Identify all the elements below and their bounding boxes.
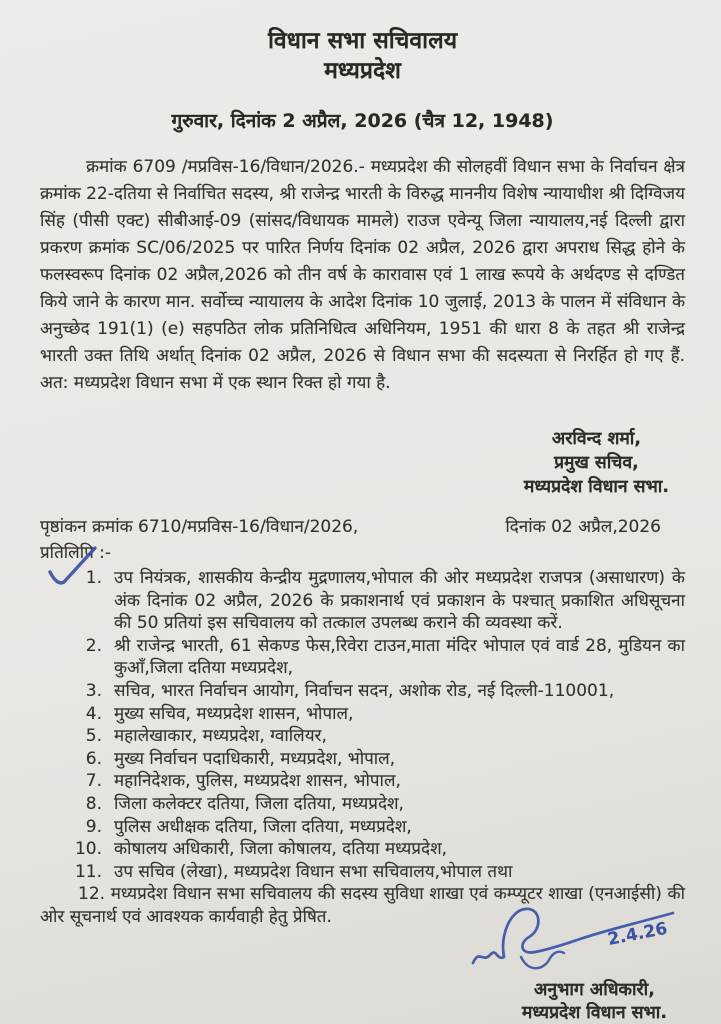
copy-item-text: सचिव, भारत निर्वाचन आयोग, निर्वाचन सदन, अशोक रोड, नई दिल्ली-110001,: [114, 680, 615, 701]
gazette-date-line: गुरुवार, दिनांक 2 अप्रैल, 2026 (चैत्र 12, 1948): [171, 110, 554, 132]
copy-item-text: महालेखाकार, मध्यप्रदेश, ग्वालियर,: [114, 726, 327, 747]
copy-list-item: [40, 793, 685, 816]
org-name-line2: मध्यप्रदेश: [324, 58, 401, 84]
copy-list-item: [40, 703, 685, 726]
copy-item-text: कोषालय अधिकारी, जिला कोषालय, दतिया मध्यप्रदेश,: [114, 839, 448, 860]
endorsement-date: दिनांक 02 अप्रैल,2026: [505, 517, 661, 537]
signatory-title: प्रमुख सचिव,: [554, 453, 639, 473]
signatory-block: [524, 427, 669, 499]
signature-scribble: [461, 897, 691, 989]
copy-item-number: 6.: [85, 748, 102, 769]
copy-list-item: [40, 816, 685, 839]
copy-item-number: 12.: [78, 884, 106, 905]
copy-item-text: मुख्य सचिव, मध्यप्रदेश शासन, भोपाल,: [114, 703, 354, 724]
copies-label: प्रतिलिपि :-: [40, 543, 112, 563]
footer-signatory-block: [521, 918, 670, 1024]
copy-list-item: [40, 770, 685, 793]
copy-item-text: उप सचिव (लेखा), मध्यप्रदेश विधान सभा सचिवालय,भोपाल तथा: [114, 861, 513, 882]
checkmark-stroke: [50, 548, 95, 583]
checkmark-icon: [44, 543, 102, 595]
copy-item-text: उप नियंत्रक, शासकीय केन्द्रीय मुद्रणालय,भोपाल की ओर मध्यप्रदेश राजपत्र (असाधारण) के अंक दिनांक 02 अप्रैल, 2026 के प्रकाशनार्थ एवं प्रकाशन के पश्चात् प्रकाशित अधिसूचना की 50 प्रतियां इस सचिवालय को तत्काल उपलब्ध कराने की व्यवस्था करें.: [114, 568, 685, 634]
copy-item-number: 2.: [85, 635, 102, 656]
copy-list-item: [40, 635, 685, 680]
copy-item-number: 11.: [74, 861, 102, 882]
copy-item-text: मुख्य निर्वाचन पदाधिकारी, मध्यप्रदेश, भोपाल,: [114, 748, 396, 769]
copy-list-item: [40, 838, 685, 861]
copy-item-number: 8.: [85, 793, 102, 814]
copy-list-item: [40, 725, 685, 748]
footer-signatory-org: मध्यप्रदेश विधान सभा.: [521, 1002, 667, 1023]
signature-handwritten-date: 2.4.26: [606, 918, 670, 950]
copy-item-number: 5.: [85, 726, 102, 747]
copy-item-number: 9.: [85, 816, 102, 837]
copy-item-number: 3.: [85, 680, 102, 701]
notification-paragraph: क्रमांक 6709 /मप्रविस-16/विधान/2026.- मध्यप्रदेश की सोलहवीं विधान सभा के निर्वाचन क्षेत्र क्रमांक 22-दतिया से निर्वाचित सदस्य, श्री राजेन्द्र भारती के विरुद्ध माननीय विशेष न्यायाधीश श्री दिग्विजय सिंह (पीसी एक्ट) सीबीआई-09 (सांसद/विधायक मामले) राउज एवेन्यू जिला न्यायालय,नई दिल्ली द्वारा प्रकरण क्रमांक SC/06/2025 पर पारित निर्णय दिनांक 02 अप्रैल, 2026 द्वारा अपराध सिद्ध होने के फलस्वरूप दिनांक 02 अप्रैल,2026 को तीन वर्ष के कारावास एवं 1 लाख रूपये के अर्थदण्ड से दण्डित किये जाने के कारण मान. सर्वोच्च न्यायालय के आदेश दिनांक 10 जुलाई, 2013 के पालन में संविधान के अनुच्छेद 191(1) (e) सहपठित लोक प्रतिनिधित्व अधिनियम, 1951 की धारा 8 के तहत श्री राजेन्द्र भारती उक्त तिथि अर्थात् दिनांक 02 अप्रैल, 2026 से विधान सभा की सदस्यता से निरर्हित हो गए हैं. अत: मध्यप्रदेश विधान सभा में एक स्थान रिक्त हो गया है.: [40, 157, 685, 393]
copy-list: [40, 567, 685, 929]
copy-item-text: मध्यप्रदेश विधान सभा सचिवालय की सदस्य सुविधा शाखा एवं कम्प्यूटर शाखा (एनआईसी) की ओर सूचनार्थ एवं आवश्यक कार्यवाही हेतु प्रेषित.: [40, 884, 686, 927]
copy-item-text: महानिदेशक, पुलिस, मध्यप्रदेश शासन, भोपाल,: [114, 771, 401, 792]
copy-list-item: [40, 567, 685, 635]
endorsement-row: [40, 515, 685, 539]
copy-list-item: [40, 861, 685, 884]
copy-item-text: श्री राजेन्द्र भारती, 61 सेकण्ड फेस,रिवेरा टाउन,माता मंदिर भोपाल एवं वार्ड 28, मुडियन का कुआँ,जिला दतिया मध्यप्रदेश,: [114, 635, 685, 679]
org-name-line1: विधान सभा सचिवालय: [267, 28, 458, 54]
signatory-org: मध्यप्रदेश विधान सभा.: [523, 477, 669, 497]
copy-item-number: 10.: [74, 839, 102, 860]
copy-item-text: पुलिस अधीक्षक दतिया, जिला दतिया, मध्यप्रदेश,: [114, 816, 412, 837]
copy-item-number: 4.: [85, 703, 102, 724]
copy-item-text: जिला कलेक्टर दतिया, जिला दतिया, मध्यप्रदेश,: [114, 793, 404, 814]
signatory-name: अरविन्द शर्मा,: [551, 429, 641, 449]
copy-list-item: [40, 680, 685, 703]
signature-stroke-flourish: [521, 951, 564, 968]
copy-item-number: 7.: [85, 771, 102, 792]
copy-item-number: 1.: [85, 568, 102, 588]
endorsement-number: पृष्ठांकन क्रमांक 6710/मप्रविस-16/विधान/2026,: [40, 517, 359, 537]
footer-signatory-title: अनुभाग अधिकारी,: [534, 979, 655, 1000]
copy-list-item: [40, 748, 685, 771]
